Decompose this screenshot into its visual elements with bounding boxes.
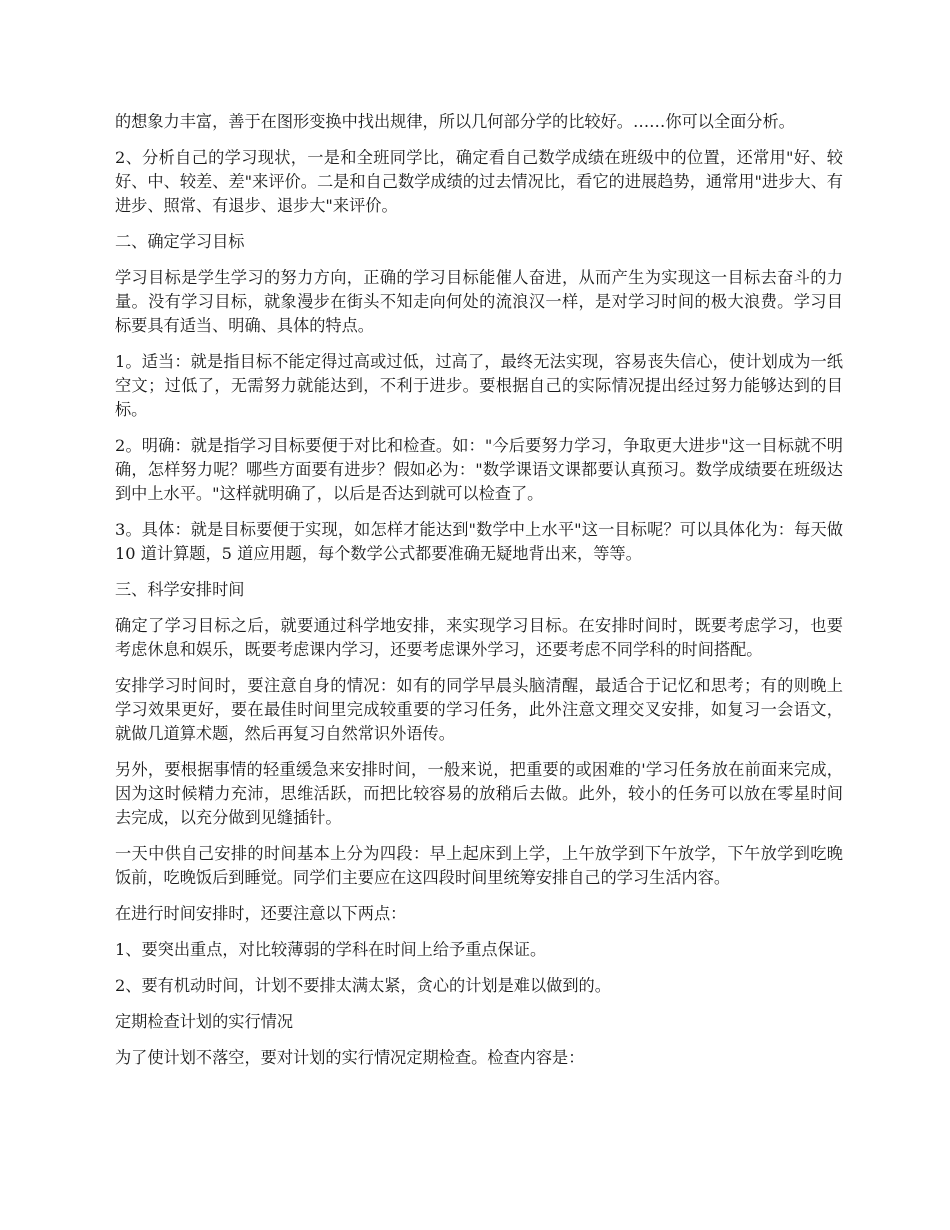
paragraph: 2、分析自己的学习现状，一是和全班同学比，确定看自己数学成绩在班级中的位置，还常用"好、较好、中、较差、差"来评价。二是和自己数学成绩的过去情况比，看它的进展趋势，通常用"进步大、有进步、照常、有退步、退步大"来评价。 [115,148,843,215]
paragraph: 另外，要根据事情的轻重缓急来安排时间，一般来说，把重要的或困难的'学习任务放在前面来完成，因为这时候精力充沛，思维活跃，而把比较容易的放稍后去做。此外，较小的任务可以放在零星时间去完成，以充分做到见缝插针。 [115,760,843,827]
paragraph: 为了使计划不落空，要对计划的实行情况定期检查。检查内容是： [115,1048,585,1067]
section-heading: 二、确定学习目标 [115,232,245,251]
paragraph: 在进行时间安排时，还要注意以下两点： [115,904,407,923]
paragraph: 2。明确：就是指学习目标要便于对比和检查。如："今后要努力学习，争取更大进步"这一目标就不明确，怎样努力呢？哪些方面要有进步？假如必为："数学课语文课都要认真预习。数学成绩要在班级达到中上水平。"这样就明确了，以后是否达到就可以检查了。 [115,436,843,503]
paragraph: 2、要有机动时间，计划不要排太满太紧，贪心的计划是难以做到的。 [115,976,611,995]
document-page [115,110,843,1082]
section-heading: 定期检查计划的实行情况 [115,1012,294,1031]
paragraph: 的想象力丰富，善于在图形变换中找出规律，所以几何部分学的比较好。……你可以全面分析。 [115,112,795,131]
section-heading: 三、科学安排时间 [115,580,245,599]
paragraph: 学习目标是学生学习的努力方向，正确的学习目标能催人奋进，从而产生为实现这一目标去奋斗的力量。没有学习目标，就象漫步在街头不知走向何处的流浪汉一样，是对学习时间的极大浪费。学习目标要具有适当、明确、具体的特点。 [115,268,843,335]
paragraph: 1、要突出重点，对比较薄弱的学科在时间上给予重点保证。 [115,940,547,959]
paragraph: 安排学习时间时，要注意自身的情况：如有的同学早晨头脑清醒，最适合于记忆和思考；有的则晚上学习效果更好，要在最佳时间里完成较重要的学习任务，此外注意文理交叉安排，如复习一会语文，就做几道算术题，然后再复习自然常识外语传。 [115,676,843,743]
paragraph: 一天中供自己安排的时间基本上分为四段：早上起床到上学，上午放学到下午放学，下午放学到吃晚饭前，吃晚饭后到睡觉。同学们主要应在这四段时间里统筹安排自己的学习生活内容。 [115,844,843,887]
paragraph: 1。适当：就是指目标不能定得过高或过低，过高了，最终无法实现，容易丧失信心，使计划成为一纸空文；过低了，无需努力就能达到，不利于进步。要根据自己的实际情况提出经过努力能够达到的目标。 [115,352,843,419]
paragraph: 确定了学习目标之后，就要通过科学地安排，来实现学习目标。在安排时间时，既要考虑学习，也要考虑休息和娱乐，既要考虑课内学习，还要考虑课外学习，还要考虑不同学科的时间搭配。 [115,616,843,659]
paragraph: 3。具体：就是目标要便于实现，如怎样才能达到"数学中上水平"这一目标呢？可以具体化为：每天做 10 道计算题，5 道应用题，每个数学公式都要准确无疑地背出来，等等。 [115,520,843,563]
